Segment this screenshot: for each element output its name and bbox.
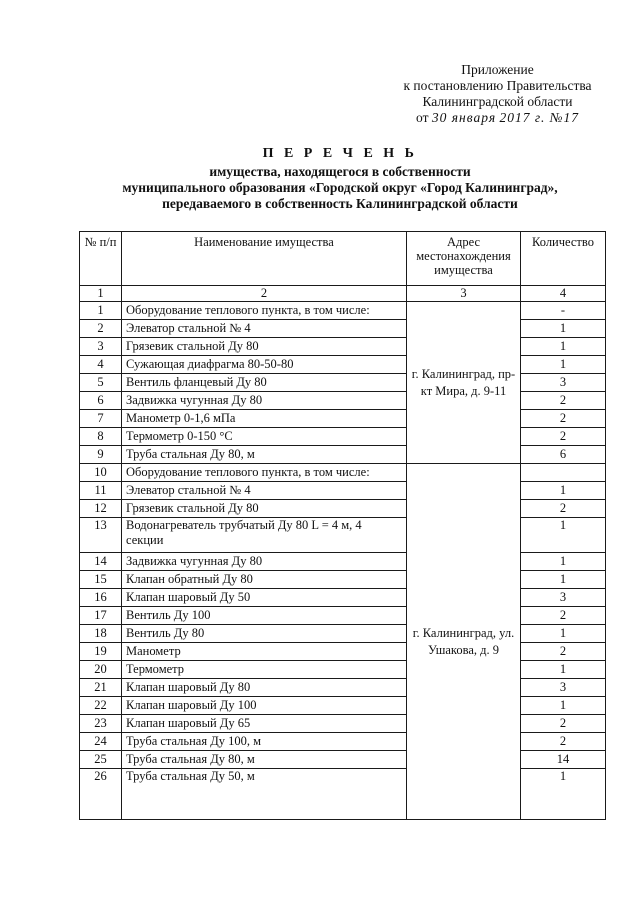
table-row — [80, 697, 606, 715]
row-number: 11 — [80, 482, 122, 500]
item-quantity: 1 — [521, 338, 606, 356]
item-name: Задвижка чугунная Ду 80 — [122, 392, 407, 410]
item-quantity: 2 — [521, 410, 606, 428]
row-number: 21 — [80, 679, 122, 697]
table-row — [80, 392, 606, 410]
table-row — [80, 302, 606, 320]
item-quantity — [521, 464, 606, 482]
table-row — [80, 589, 606, 607]
row-number: 25 — [80, 751, 122, 769]
appendix-block — [380, 62, 615, 126]
header-no: № п/п — [80, 232, 122, 286]
table-row — [80, 607, 606, 625]
row-number: 7 — [80, 410, 122, 428]
item-address: г. Калининград, ул. Ушакова, д. 9 — [407, 464, 521, 820]
item-name: Элеватор стальной № 4 — [122, 320, 407, 338]
item-quantity: 3 — [521, 374, 606, 392]
item-name: Труба стальная Ду 100, м — [122, 733, 407, 751]
index-cell: 3 — [407, 286, 521, 302]
row-number: 3 — [80, 338, 122, 356]
item-quantity: 2 — [521, 733, 606, 751]
item-quantity: 3 — [521, 679, 606, 697]
table-body — [80, 286, 606, 820]
row-number: 1 — [80, 302, 122, 320]
item-name: Грязевик стальной Ду 80 — [122, 338, 407, 356]
row-number: 8 — [80, 428, 122, 446]
item-name: Водонагреватель трубчатый Ду 80 L = 4 м, 4 секции — [122, 518, 407, 553]
date-number: 17 — [563, 110, 579, 125]
appendix-region: Калининградской области — [422, 94, 573, 109]
item-quantity: - — [521, 302, 606, 320]
item-quantity: 1 — [521, 356, 606, 374]
item-name: Клапан шаровый Ду 50 — [122, 589, 407, 607]
item-name: Задвижка чугунная Ду 80 — [122, 553, 407, 571]
table-row — [80, 428, 606, 446]
table-row — [80, 553, 606, 571]
row-number: 26 — [80, 769, 122, 820]
table-row — [80, 571, 606, 589]
property-table — [79, 231, 606, 820]
item-name: Манометр — [122, 643, 407, 661]
row-number: 24 — [80, 733, 122, 751]
date-year: 2017 г. № — [499, 110, 564, 125]
item-name: Термометр — [122, 661, 407, 679]
item-quantity: 6 — [521, 446, 606, 464]
table-row — [80, 733, 606, 751]
row-number: 20 — [80, 661, 122, 679]
row-number: 17 — [80, 607, 122, 625]
item-quantity: 14 — [521, 751, 606, 769]
table-row — [80, 446, 606, 464]
item-name: Клапан шаровый Ду 80 — [122, 679, 407, 697]
item-name: Вентиль фланцевый Ду 80 — [122, 374, 407, 392]
item-name: Вентиль Ду 100 — [122, 607, 407, 625]
item-quantity: 1 — [521, 553, 606, 571]
item-name: Труба стальная Ду 80, м — [122, 446, 407, 464]
header-name: Наименование имущества — [122, 232, 407, 286]
column-index-row — [80, 286, 606, 302]
item-name: Сужающая диафрагма 80-50-80 — [122, 356, 407, 374]
item-quantity: 2 — [521, 500, 606, 518]
table-row — [80, 356, 606, 374]
item-quantity: 1 — [521, 697, 606, 715]
date-prefix: от — [416, 110, 429, 125]
table-row — [80, 518, 606, 553]
item-quantity: 1 — [521, 518, 606, 553]
document-title: П Е Р Е Ч Е Н Ь — [262, 146, 418, 161]
item-quantity: 2 — [521, 392, 606, 410]
table-row — [80, 374, 606, 392]
table-row — [80, 500, 606, 518]
item-name: Труба стальная Ду 50, м — [122, 769, 407, 820]
row-number: 5 — [80, 374, 122, 392]
heading-line-1: имущества, находящегося в собственности — [209, 164, 471, 179]
item-name: Клапан шаровый Ду 65 — [122, 715, 407, 733]
table-header-row — [80, 232, 606, 286]
row-number: 18 — [80, 625, 122, 643]
item-quantity: 2 — [521, 643, 606, 661]
row-number: 13 — [80, 518, 122, 553]
item-quantity: 1 — [521, 769, 606, 820]
index-cell: 2 — [122, 286, 407, 302]
index-cell: 1 — [80, 286, 122, 302]
appendix-label: Приложение — [461, 62, 534, 77]
heading-line-2: муниципального образования «Городской округ «Город Калининград», — [122, 180, 558, 195]
table-row — [80, 320, 606, 338]
item-quantity: 1 — [521, 482, 606, 500]
row-number: 19 — [80, 643, 122, 661]
row-number: 10 — [80, 464, 122, 482]
table-row — [80, 482, 606, 500]
table-row — [80, 338, 606, 356]
item-quantity: 2 — [521, 607, 606, 625]
item-quantity: 1 — [521, 320, 606, 338]
row-number: 12 — [80, 500, 122, 518]
item-name: Оборудование теплового пункта, в том числе: — [122, 302, 407, 320]
heading-line-3: передаваемого в собственность Калининградской области — [162, 196, 518, 211]
item-quantity: 2 — [521, 428, 606, 446]
item-name: Оборудование теплового пункта, в том числе: — [122, 464, 407, 482]
table-row — [80, 464, 606, 482]
item-name: Клапан обратный Ду 80 — [122, 571, 407, 589]
item-name: Элеватор стальной № 4 — [122, 482, 407, 500]
item-name: Термометр 0-150 °С — [122, 428, 407, 446]
table-row — [80, 751, 606, 769]
date-day: 30 января — [431, 110, 497, 125]
row-number: 23 — [80, 715, 122, 733]
item-quantity: 2 — [521, 715, 606, 733]
item-quantity: 1 — [521, 661, 606, 679]
table-row — [80, 769, 606, 820]
row-number: 16 — [80, 589, 122, 607]
row-number: 2 — [80, 320, 122, 338]
item-name: Вентиль Ду 80 — [122, 625, 407, 643]
row-number: 4 — [80, 356, 122, 374]
item-name: Клапан шаровый Ду 100 — [122, 697, 407, 715]
row-number: 15 — [80, 571, 122, 589]
table-row — [80, 625, 606, 643]
item-quantity: 3 — [521, 589, 606, 607]
item-quantity: 1 — [521, 571, 606, 589]
row-number: 6 — [80, 392, 122, 410]
item-name: Труба стальная Ду 80, м — [122, 751, 407, 769]
item-name: Манометр 0-1,6 мПа — [122, 410, 407, 428]
item-quantity: 1 — [521, 625, 606, 643]
row-number: 9 — [80, 446, 122, 464]
table-row — [80, 679, 606, 697]
table-row — [80, 661, 606, 679]
header-qty: Количество — [521, 232, 606, 286]
appendix-date-line — [380, 110, 615, 126]
table-row — [80, 715, 606, 733]
row-number: 14 — [80, 553, 122, 571]
item-name: Грязевик стальной Ду 80 — [122, 500, 407, 518]
header-address: Адрес местонахождения имущества — [407, 232, 521, 286]
row-number: 22 — [80, 697, 122, 715]
appendix-resolution: к постановлению Правительства — [403, 78, 592, 93]
document-heading — [40, 146, 640, 212]
item-address: г. Калининград, пр-кт Мира, д. 9-11 — [407, 302, 521, 464]
table-row — [80, 643, 606, 661]
index-cell: 4 — [521, 286, 606, 302]
table-row — [80, 410, 606, 428]
